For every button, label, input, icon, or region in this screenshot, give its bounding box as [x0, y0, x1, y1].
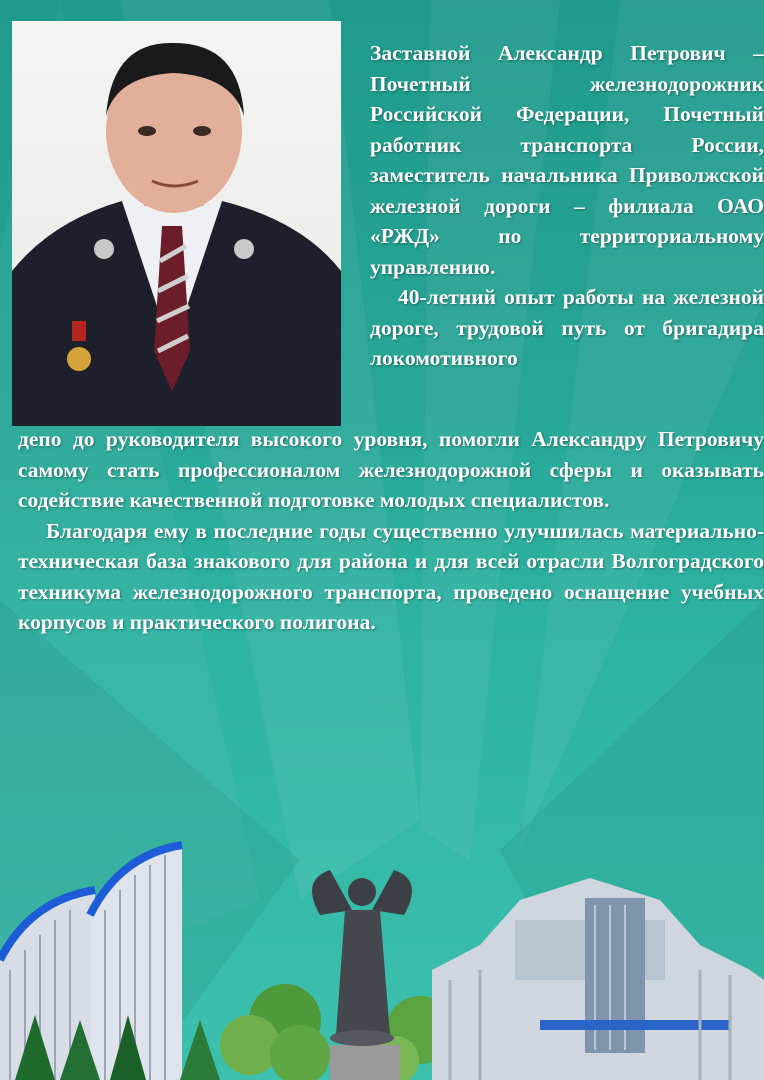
portrait-photo	[12, 21, 341, 426]
intro-paragraph-1: Заставной Александр Петрович – Почетный железнодорожник Российской Федерации, Почетный работник транспорта России, заместитель начальника Приволжской железной дороги – филиала ОАО «РЖД» по территориальному управлению.	[370, 41, 764, 279]
body-paragraph-1: депо до руководителя высокого уровня, помогли Александру Петровичу самому стать профессионалом железнодорожной сферы и оказывать содействие качественной подготовке молодых специалистов.	[18, 427, 764, 512]
body-text	[18, 424, 764, 638]
railway-station-icon	[432, 878, 764, 1080]
intro-paragraph-2: 40-летний опыт работы на железной дороге, трудовой путь от бригадира локомотивного	[370, 285, 764, 370]
city-illustration	[0, 820, 764, 1080]
intro-text	[370, 38, 764, 374]
body-paragraph-2: Благодаря ему в последние годы существенно улучшилась материально-техническая база знакового для района и для всей отрасли Волгоградского техникума железнодорожного транспорта, проведено оснащение учебных корпусов и практического полигона.	[18, 518, 764, 634]
